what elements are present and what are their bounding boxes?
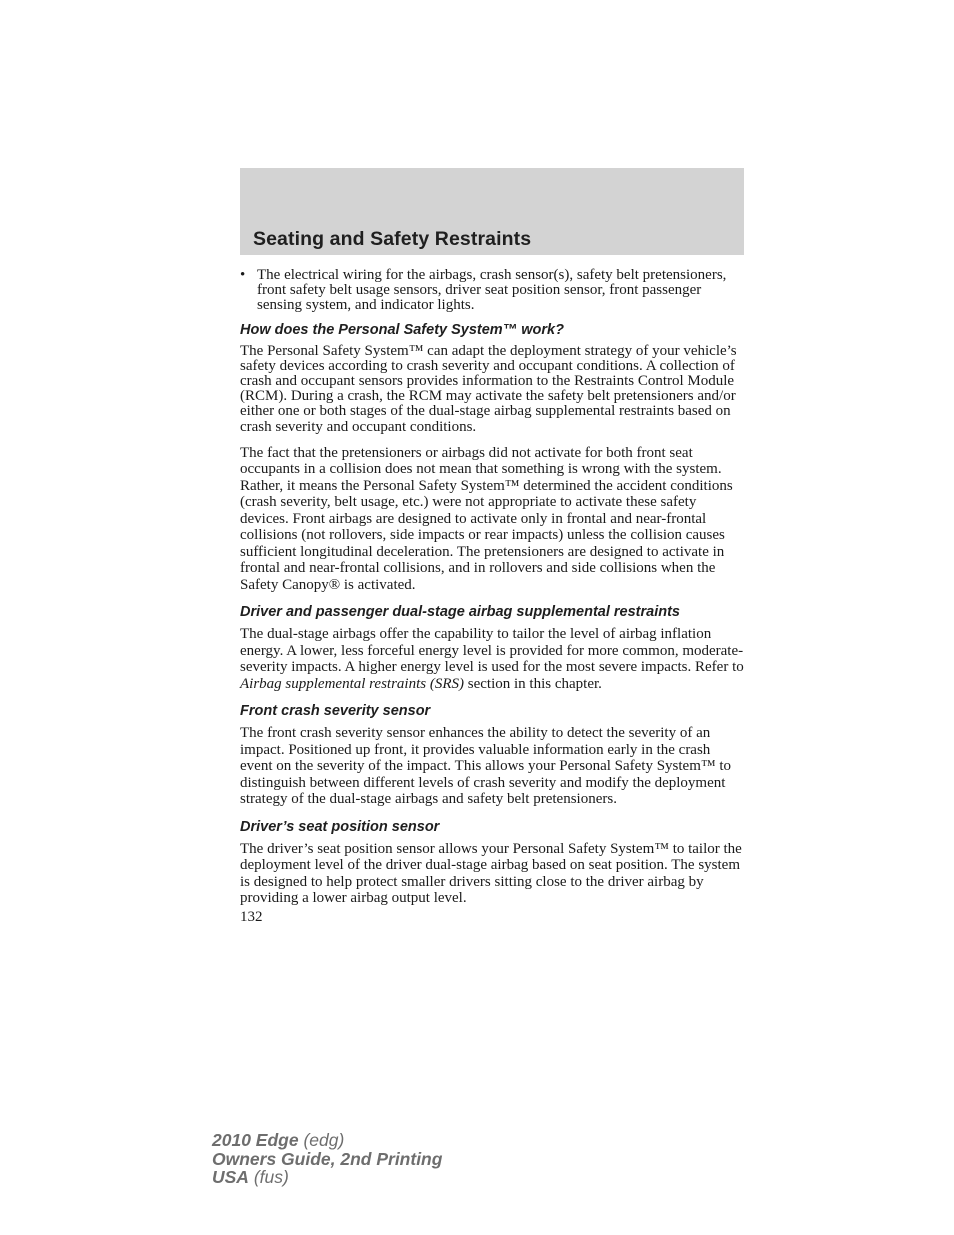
- footer-region: USA: [212, 1167, 249, 1187]
- footer: [212, 1131, 442, 1187]
- section-title: Seating and Safety Restraints: [253, 228, 532, 250]
- dual-text-after: section in this chapter.: [464, 675, 602, 692]
- heading-dual-stage: Driver and passenger dual-stage airbag supplemental restraints: [240, 604, 680, 621]
- paragraph-dual-stage: [240, 626, 746, 692]
- footer-model: 2010 Edge: [212, 1130, 299, 1150]
- footer-region-code: (fus): [248, 1167, 289, 1187]
- page-content: [240, 268, 746, 925]
- dual-text-before: The dual-stage airbags offer the capability to tailor the level of airbag inflation energy. A lower, less forceful energy level is provided for more common, moderate-severity impacts. A higher energy level is used for the most severe impacts. Refer to: [240, 626, 744, 676]
- srs-reference: Airbag supplemental restraints (SRS): [240, 675, 465, 692]
- page-number: 132: [240, 908, 263, 925]
- bullet-mark: •: [240, 267, 246, 283]
- footer-line-1: [212, 1131, 442, 1150]
- footer-model-code: (edg): [298, 1130, 345, 1150]
- heading-pss: How does the Personal Safety System™ work?: [240, 321, 564, 338]
- paragraph-pss-2: The fact that the pretensioners or airbags did not activate for both front seat occupants in a collision does not mean that something is wrong with the system. Rather, it means the Personal Safety System™ determined the accident conditions (crash severity, belt usage, etc.) were not appropriate to activate these safety devices. Front airbags are designed to activate only in frontal and near-frontal collisions (not rollovers, side impacts or rear impacts) unless the collision causes sufficient longitudinal deceleration. The pretensioners are designed to activate in frontal and near-frontal collisions, and in rollovers and side collisions when the Safety Canopy® is activated.: [240, 444, 733, 593]
- paragraph-front-crash: The front crash severity sensor enhances the ability to detect the severity of an impact. Positioned up front, it provides valuable information early in the crash event on the severity of the impact. This allows your Personal Safety System™ to distinguish between different levels of crash severity and modify the deployment strategy of the dual-stage airbags and safety belt pretensioners.: [240, 725, 732, 808]
- footer-line-2: Owners Guide, 2nd Printing: [212, 1148, 443, 1169]
- bullet-item: [240, 268, 746, 314]
- bullet-text: The electrical wiring for the airbags, crash sensor(s), safety belt pretensioners, front safety belt usage sensors, driver seat position sensor, front passenger sensing system, and indicator lights.: [257, 267, 727, 314]
- heading-front-crash: Front crash severity sensor: [240, 703, 431, 720]
- footer-line-3: [212, 1168, 442, 1187]
- heading-seat-position: Driver’s seat position sensor: [240, 818, 440, 835]
- paragraph-seat-position: The driver’s seat position sensor allows your Personal Safety System™ to tailor the deployment level of the driver dual-stage airbag based on seat position. The system is designed to help protect smaller drivers sitting close to the driver airbag by providing a lower airbag output level.: [240, 840, 742, 907]
- paragraph-pss-1: The Personal Safety System™ can adapt the deployment strategy of your vehicle’s safety devices according to crash severity and occupant conditions. A collection of crash and occupant sensors provides information to the Restraints Control Module (RCM). During a crash, the RCM may activate the safety belt pretensioners and/or either one or both stages of the dual-stage airbag supplemental restraints based on crash severity and occupant conditions.: [240, 342, 737, 435]
- section-header-band: [240, 168, 744, 255]
